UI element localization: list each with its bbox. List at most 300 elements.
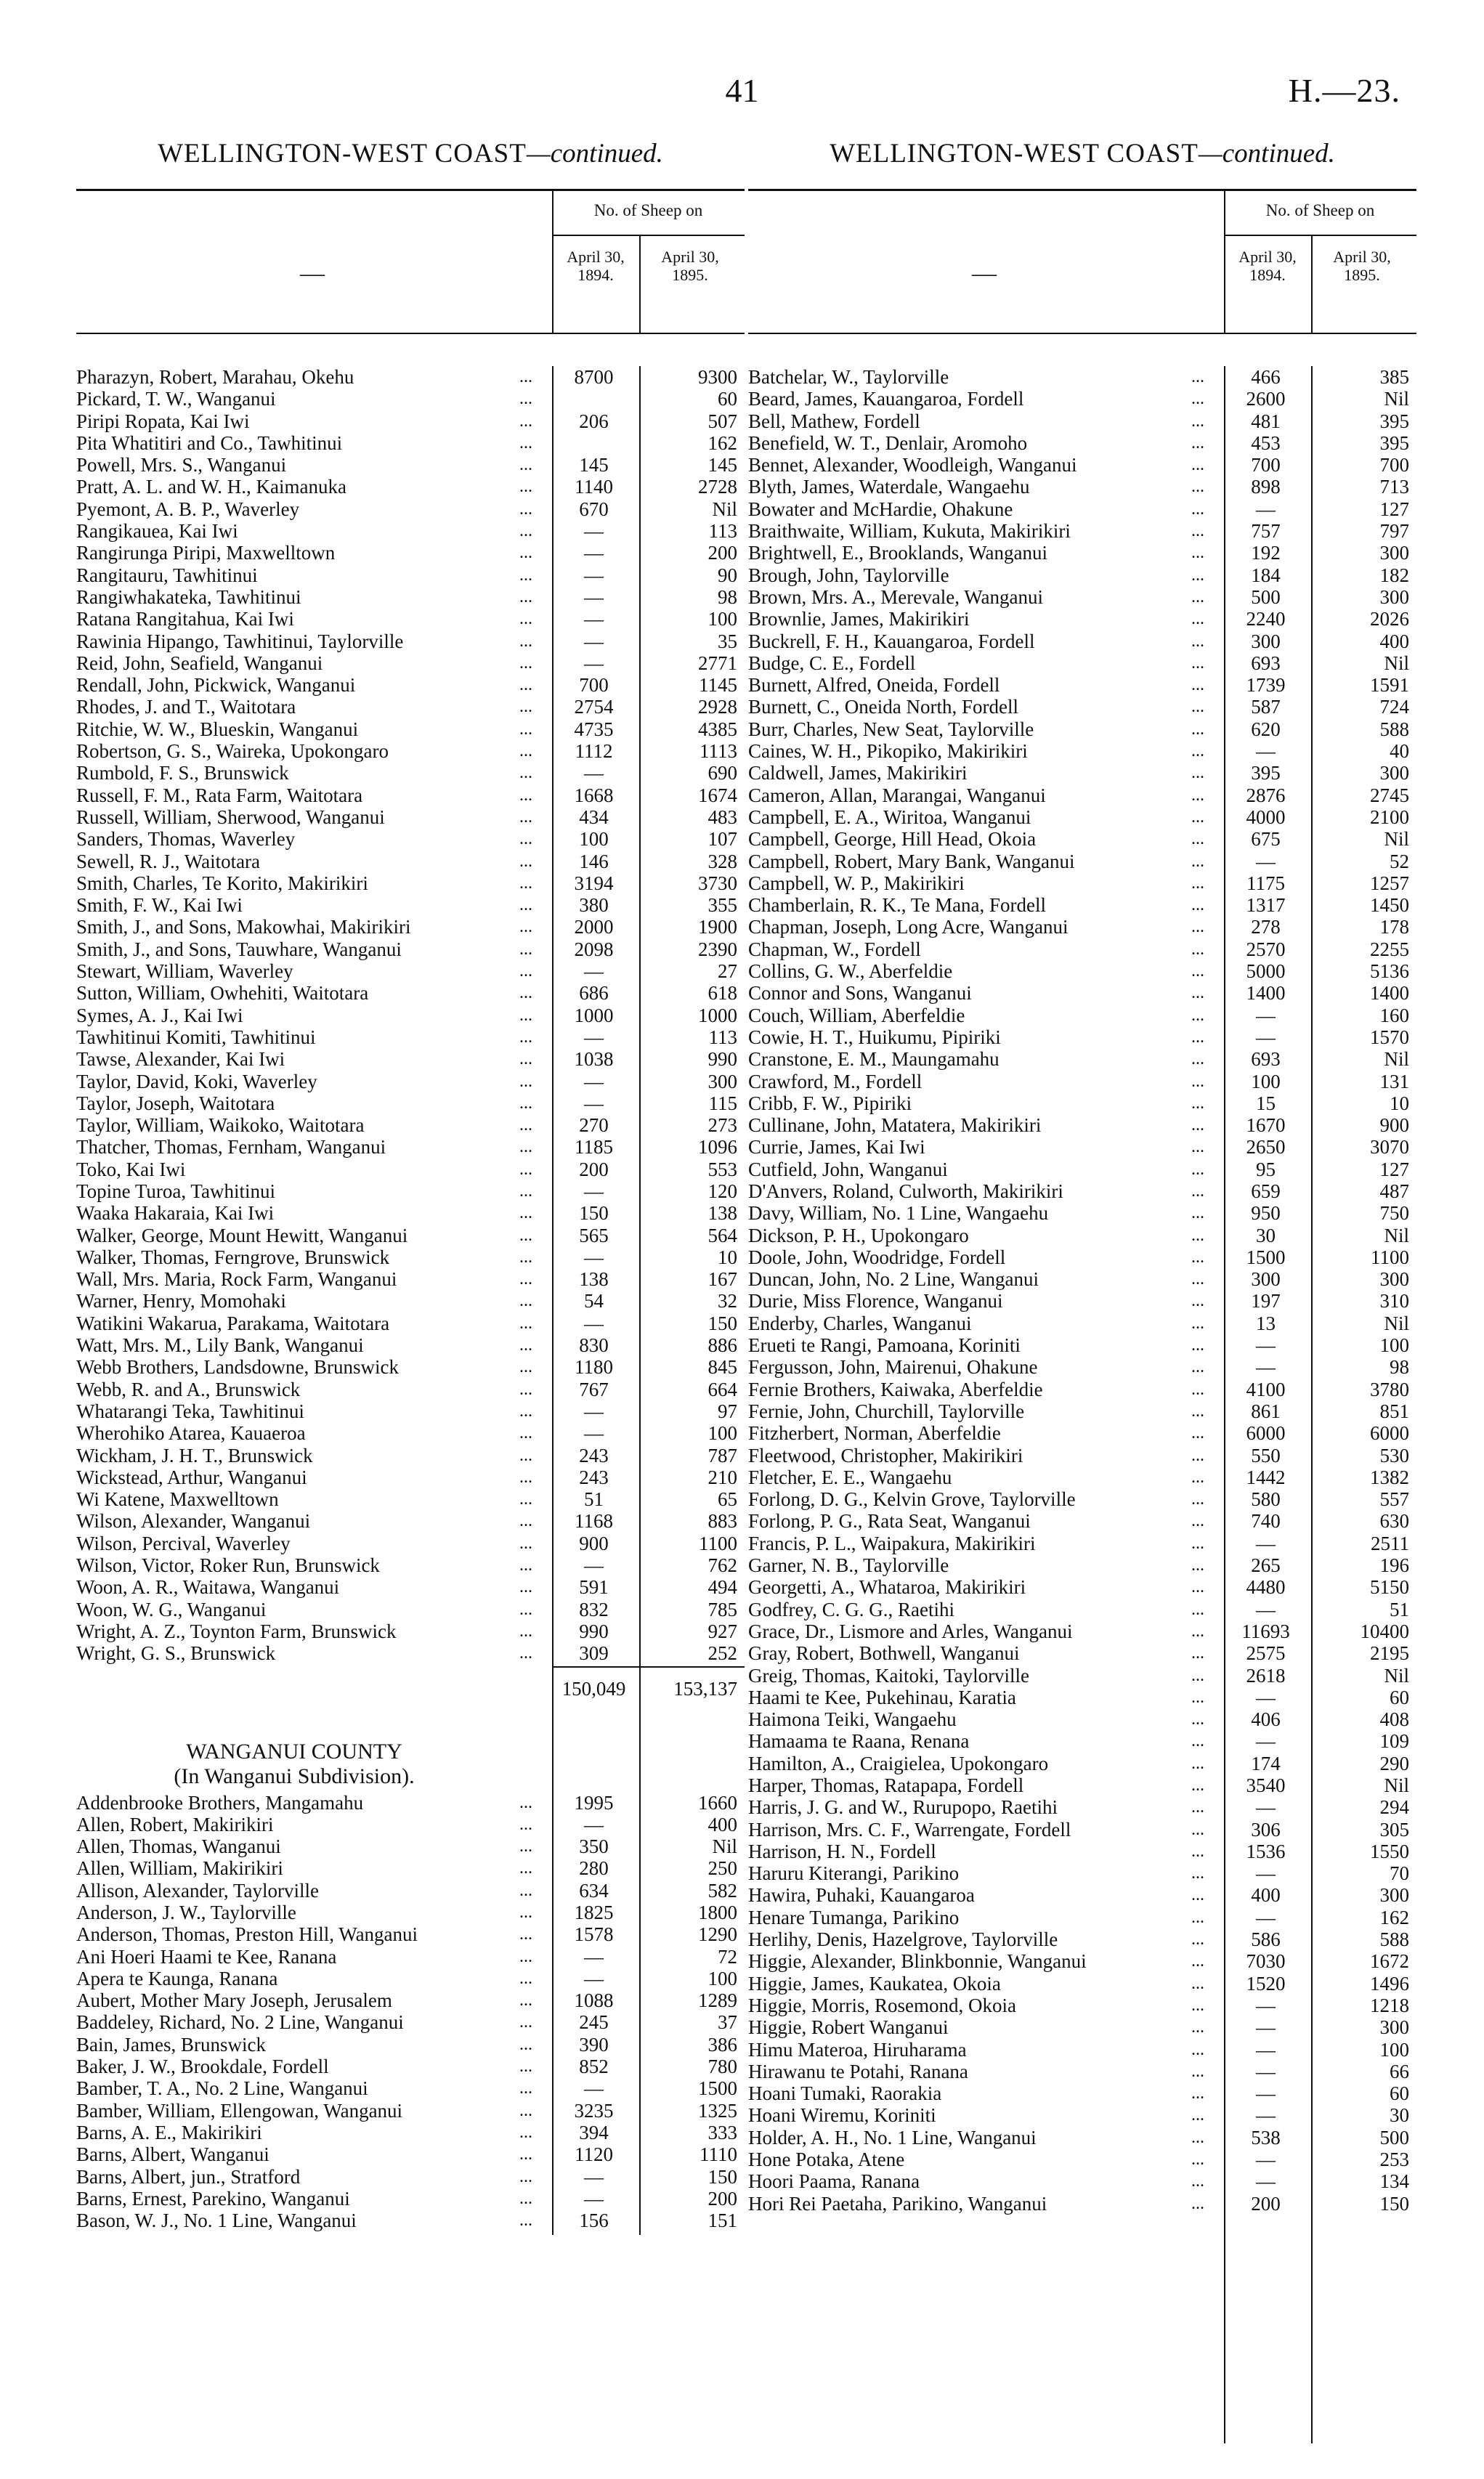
row-value-1895: 294 [1379,1796,1409,1819]
row-value-1895: 690 [707,762,737,784]
table-row [748,542,1416,564]
leader-dots: ... [1191,1952,1204,1971]
row-value-1894: 3235 [574,2099,614,2122]
table-row [748,2170,1416,2192]
row-value-1894: 670 [579,498,609,520]
row-name: Burnett, C., Oneida North, Fordell [748,696,1018,718]
row-name: Durie, Miss Florence, Wanganui [748,1290,1003,1312]
row-name: Pita Whatitiri and Co., Tawhitinui [76,431,343,454]
table-row [748,1576,1416,1598]
row-value-1894: 1739 [1246,674,1286,697]
leader-dots: ... [519,1137,532,1157]
table-row [76,1048,745,1070]
table-row [748,806,1416,828]
row-value-1894: 243 [579,1466,609,1488]
row-value-1895: 750 [1379,1202,1409,1225]
row-value-1895: 724 [1379,696,1409,718]
row-name: Rhodes, J. and T., Waitotara [76,696,296,718]
header-rule [1224,235,1416,236]
leader-dots: ... [1191,1841,1204,1861]
table-row [748,1356,1416,1378]
header-rule [552,235,745,236]
row-name: Batchelar, W., Taylorville [748,366,949,388]
row-value-1894: — [584,1400,604,1422]
header-date-line: April 30, [661,248,719,266]
row-name: Ritchie, W. W., Blueskin, Wanganui [76,718,359,740]
leader-dots: ... [519,1401,532,1421]
row-name: Holder, A. H., No. 1 Line, Wanganui [748,2126,1037,2149]
row-value-1895: 385 [1379,366,1409,388]
table-row [76,740,745,762]
table-row [76,1202,745,1224]
row-value-1894: 2754 [574,696,614,718]
table-row [76,1576,745,1598]
table-row [76,674,745,696]
row-name: Smith, J., and Sons, Tauwhare, Wanganui [76,938,402,960]
table-row [748,608,1416,630]
row-value-1895: 2771 [698,652,737,674]
row-value-1895: Nil [1384,1048,1409,1071]
row-value-1895: 1257 [1370,872,1409,894]
leader-dots: ... [519,1071,532,1091]
leader-dots: ... [1191,697,1204,717]
row-name: Wickham, J. H. T., Brunswick [76,1444,313,1466]
leader-dots: ... [1191,1116,1204,1135]
row-name: Hamilton, A., Craigielea, Upokongaro [748,1752,1049,1774]
leader-dots: ... [519,1225,532,1245]
table-row [748,872,1416,894]
leader-dots: ... [519,2188,532,2208]
row-value-1894: 395 [1251,762,1281,784]
leader-dots: ... [519,1313,532,1333]
row-value-1894: — [1256,2149,1276,2171]
row-name: Hamaama te Raana, Renana [748,1730,970,1753]
row-value-1895: Nil [712,1835,737,1858]
leader-dots: ... [519,631,532,651]
row-value-1895: 500 [1379,2126,1409,2149]
row-value-1894: 1317 [1246,894,1286,917]
row-value-1895: 51 [1390,1598,1409,1620]
row-name: Smith, J., and Sons, Makowhai, Makirikiri [76,916,411,938]
leader-dots: ... [1191,477,1204,497]
table-row [748,1599,1416,1620]
row-name: Chamberlain, R. K., Te Mana, Fordell [748,894,1047,917]
leader-dots: ... [1191,631,1204,651]
header-divider [639,235,641,333]
heading-continued: —continued. [526,139,663,169]
row-value-1895: 107 [707,828,737,851]
row-value-1894: 2570 [1246,938,1286,960]
row-name: Haruru Kiterangi, Parikino [748,1862,960,1885]
row-value-1895: 408 [1379,1708,1409,1731]
row-name: Hoani Wiremu, Koriniti [748,2104,936,2127]
row-value-1895: 883 [707,1510,737,1533]
row-name: Cribb, F. W., Pipiriki [748,1092,912,1114]
row-value-1894: — [584,1312,604,1334]
table-row [76,1180,745,1202]
row-value-1894: — [584,1070,604,1092]
table-row [76,564,745,586]
row-value-1895: 115 [708,1092,737,1114]
table-row [748,652,1416,674]
leader-dots: ... [1191,1358,1204,1377]
leader-dots: ... [519,1578,532,1597]
row-value-1895: 1218 [1370,1994,1409,2016]
row-value-1895: 1100 [699,1532,737,1554]
row-value-1895: 160 [1379,1004,1409,1026]
leader-dots: ... [519,1247,532,1267]
left-rows [76,366,745,1665]
page-number: 41 [725,72,759,109]
row-value-1895: 5136 [1370,960,1409,983]
row-value-1895: 1290 [698,1923,737,1946]
row-value-1895: 400 [707,1813,737,1835]
row-name: Fernie, John, Churchill, Taylorville [748,1400,1025,1422]
row-value-1894: 1536 [1246,1840,1286,1862]
row-name: Francis, P. L., Waipakura, Makirikiri [748,1532,1036,1554]
row-value-1894: 380 [579,894,609,917]
table-row [748,1884,1416,1906]
header-date-1894 [1224,248,1311,284]
leader-dots: ... [1191,896,1204,915]
row-value-1894: 1112 [575,740,613,763]
table-row [748,894,1416,916]
row-value-1894: 146 [579,850,609,872]
table-row [76,718,745,740]
table-row [76,2210,745,2231]
row-value-1894: 306 [1251,1818,1281,1841]
leader-dots: ... [519,609,532,629]
row-value-1894: — [1256,1356,1276,1379]
row-value-1894: 2098 [574,938,614,960]
row-name: Duncan, John, No. 2 Line, Wanganui [748,1268,1039,1291]
totals-divider [639,1665,641,1708]
row-name: Watt, Mrs. M., Lily Bank, Wanganui [76,1334,364,1357]
row-value-1895: 150 [707,1312,737,1334]
table-row [76,1814,745,1835]
total-1895: 153,137 [673,1677,737,1700]
row-value-1894: — [1256,2082,1276,2105]
row-name: Webb Brothers, Landsdowne, Brunswick [76,1356,399,1379]
table-row [76,1488,745,1510]
leader-dots: ... [1191,1819,1204,1839]
row-value-1894: 4100 [1246,1378,1286,1400]
row-value-1894: 1038 [574,1048,614,1071]
leader-dots: ... [519,2057,532,2077]
row-value-1895: 150 [1379,2192,1409,2215]
table-row [748,2104,1416,2126]
row-value-1894: — [584,1813,604,1835]
leader-dots: ... [1191,851,1204,871]
row-value-1894: 900 [579,1532,609,1554]
table-row [76,454,745,476]
row-value-1894: 659 [1251,1180,1281,1202]
row-name: Wilson, Percival, Waverley [76,1532,291,1554]
row-value-1895: 1096 [698,1136,737,1159]
row-value-1894: — [1256,2170,1276,2193]
row-value-1895: 273 [707,1114,737,1137]
leader-dots: ... [1191,1313,1204,1333]
row-value-1895: 138 [707,1202,737,1225]
header-date-line: April 30, [567,248,625,266]
row-name: Bamber, William, Ellengowan, Wanganui [76,2099,403,2122]
row-value-1894: 54 [584,1290,604,1312]
row-name: Baker, J. W., Brookdale, Fordell [76,2056,329,2078]
row-value-1895: 2195 [1370,1642,1409,1665]
row-value-1894: 13 [1256,1312,1276,1334]
row-name: Fitzherbert, Norman, Aberfeldie [748,1422,1001,1445]
leader-dots: ... [1191,522,1204,541]
leader-dots: ... [519,433,532,453]
row-name: Brown, Mrs. A., Merevale, Wanganui [748,585,1044,608]
row-name: Sewell, R. J., Waitotara [76,850,261,872]
row-value-1895: 487 [1379,1180,1409,1202]
row-value-1895: Nil [1384,652,1409,674]
table-row [748,1379,1416,1400]
row-name: Tawhitinui Komiti, Tawhitinui [76,1026,316,1048]
row-name: Anderson, Thomas, Preston Hill, Wanganui [76,1923,418,1946]
table-row [76,432,745,454]
row-name: Smith, F. W., Kai Iwi [76,894,243,917]
row-name: Campbell, George, Hill Head, Okoia [748,828,1037,851]
row-name: Godfrey, C. G. G., Raetihi [748,1598,954,1620]
table-row [748,916,1416,938]
table-row [76,1599,745,1620]
document-reference: H.—23. [1288,72,1400,109]
row-name: Wi Katene, Maxwelltown [76,1488,279,1511]
row-value-1895: Nil [1384,1312,1409,1334]
leader-dots: ... [1191,2150,1204,2170]
table-row [748,1026,1416,1048]
row-name: Waaka Hakaraia, Kai Iwi [76,1202,275,1225]
leader-dots: ... [1191,1071,1204,1091]
row-name: Couch, William, Aberfeldie [748,1004,965,1026]
row-name: Allen, Thomas, Wanganui [76,1835,281,1858]
row-value-1894: — [1256,2104,1276,2127]
row-value-1895: 127 [1379,498,1409,520]
table-row [76,608,745,630]
row-value-1894: — [1256,1026,1276,1048]
table-header [748,189,1416,334]
row-value-1895: 90 [718,564,737,586]
table-row [748,1796,1416,1818]
table-row [748,1554,1416,1576]
table-row [748,1995,1416,2016]
row-value-1894: 686 [579,982,609,1005]
leader-dots: ... [519,1903,532,1922]
row-name: Barns, Ernest, Parekino, Wanganui [76,2187,350,2210]
row-value-1895: 60 [718,388,737,410]
table-row [748,1092,1416,1114]
table-row [748,960,1416,982]
right-column-heading [748,138,1416,174]
row-value-1895: 98 [718,585,737,608]
row-value-1895: 37 [718,2011,737,2034]
leader-dots: ... [519,1968,532,1988]
leader-dots: ... [519,785,532,805]
table-row [748,476,1416,498]
leader-dots: ... [1191,1886,1204,1905]
table-row [76,476,745,498]
row-name: Wright, A. Z., Toynton Farm, Brunswick [76,1620,397,1642]
row-name: Hoani Tumaki, Raorakia [748,2082,942,2105]
table-row [76,696,745,718]
row-value-1894: 184 [1251,564,1281,586]
row-value-1894: 2600 [1246,388,1286,410]
leader-dots: ... [519,873,532,893]
table-row [76,1225,745,1246]
row-value-1895: 32 [718,1290,737,1312]
row-name: Higgie, James, Kaukatea, Okoia [748,1972,1001,1995]
row-value-1894: — [584,1554,604,1577]
row-name: Henare Tumanga, Parikino [748,1906,960,1928]
row-value-1894: 1185 [575,1136,613,1159]
row-value-1895: 65 [718,1488,737,1511]
row-name: Thatcher, Thomas, Fernham, Wanganui [76,1136,386,1159]
table-row [76,1379,745,1400]
row-name: Sanders, Thomas, Waverley [76,828,296,851]
row-value-1895: 113 [708,520,737,543]
row-name: Bain, James, Brunswick [76,2033,266,2056]
table-row [748,1290,1416,1312]
row-name: Blyth, James, Waterdale, Wangaehu [748,476,1030,498]
row-name: Forlong, P. G., Rata Seat, Wanganui [748,1510,1031,1533]
row-value-1895: 300 [1379,585,1409,608]
row-name: Greig, Thomas, Kaitoki, Taylorville [748,1664,1030,1687]
table-row [748,2061,1416,2082]
leader-dots: ... [1191,1864,1204,1883]
leader-dots: ... [1191,389,1204,409]
row-value-1895: 300 [707,1070,737,1092]
row-name: Taylor, William, Waikoko, Waitotara [76,1114,365,1137]
leader-dots: ... [519,1490,532,1509]
leader-dots: ... [519,742,532,761]
row-name: Apera te Kaunga, Ranana [76,1967,278,1989]
leader-dots: ... [519,1925,532,1944]
row-value-1895: 2390 [698,938,737,960]
table-row [748,366,1416,388]
row-value-1895: 196 [1379,1554,1409,1577]
row-value-1895: 713 [1379,476,1409,498]
row-value-1895: 300 [1379,1884,1409,1907]
leader-dots: ... [519,1556,532,1575]
table-row [748,740,1416,762]
leader-dots: ... [519,1793,532,1812]
table-row [76,2188,745,2210]
header-date-year: 1895. [672,266,708,284]
table-row [748,1159,1416,1180]
header-group-label: No. of Sheep on [1265,201,1375,219]
row-name: Toko, Kai Iwi [76,1158,186,1180]
row-value-1894: — [1256,2060,1276,2082]
table-header [76,189,745,334]
leader-dots: ... [1191,1599,1204,1619]
table-row [748,1071,1416,1092]
row-value-1894: — [584,520,604,543]
row-value-1895: 60 [1390,1686,1409,1708]
row-name: Wickstead, Arthur, Wanganui [76,1466,307,1488]
table-row [76,1968,745,1989]
leader-dots: ... [519,697,532,717]
row-value-1894: — [1256,1532,1276,1554]
row-value-1894: 4000 [1246,806,1286,828]
table-row [76,2034,745,2056]
row-name: Barns, Albert, Wanganui [76,2143,269,2166]
leader-dots: ... [519,851,532,871]
row-name: Walker, Thomas, Ferngrove, Brunswick [76,1246,390,1268]
row-value-1894: 8700 [574,366,614,388]
leader-dots: ... [1191,939,1204,959]
leader-dots: ... [1191,1533,1204,1553]
row-value-1894: 1140 [575,476,613,498]
table-row [748,1687,1416,1708]
row-value-1894: 1175 [1246,872,1285,894]
table-row [748,1533,1416,1554]
leader-dots: ... [1191,2106,1204,2125]
row-name: Allen, Robert, Makirikiri [76,1813,274,1835]
row-name: Robertson, G. S., Waireka, Upokongaro [76,740,389,763]
table-row [748,718,1416,740]
row-name: Burr, Charles, New Seat, Taylorville [748,718,1034,740]
row-name: Barns, A. E., Makirikiri [76,2121,262,2143]
row-value-1894: 2575 [1246,1642,1286,1665]
row-value-1895: 97 [718,1400,737,1422]
row-value-1895: 1570 [1370,1026,1409,1048]
row-value-1894: 2000 [574,916,614,938]
table-row [76,2166,745,2188]
leader-dots: ... [1191,1710,1204,1729]
row-value-1894: — [584,652,604,674]
row-value-1895: 328 [707,850,737,872]
row-value-1895: 100 [707,1967,737,1989]
row-name: Bennet, Alexander, Woodleigh, Wanganui [748,454,1077,476]
table-row [76,1533,745,1554]
row-value-1894: 1000 [574,1004,614,1026]
leader-dots: ... [1191,433,1204,453]
table-row [76,1902,745,1923]
right-rows [748,366,1416,2215]
leader-dots: ... [519,2101,532,2120]
table-row [76,1092,745,1114]
row-value-1895: 582 [707,1879,737,1902]
table-row [76,851,745,872]
table-row [76,388,745,410]
table-row [748,520,1416,542]
row-name: Bowater and McHardie, Ohakune [748,498,1013,520]
row-name: Cranstone, E. M., Maungamahu [748,1048,1000,1071]
row-name: Powell, Mrs. S., Wanganui [76,454,287,476]
row-value-1894: 1088 [574,1989,614,2012]
row-value-1895: 785 [707,1598,737,1620]
row-name: Garner, N. B., Taylorville [748,1554,949,1577]
row-value-1894: — [584,542,604,564]
row-value-1895: 1325 [698,2099,737,2122]
row-value-1895: 10400 [1360,1620,1409,1642]
leader-dots: ... [1191,1005,1204,1025]
leader-dots: ... [519,1467,532,1487]
leader-dots: ... [1191,1204,1204,1223]
row-value-1894: — [1256,498,1276,520]
row-value-1895: Nil [1384,1774,1409,1796]
row-name: Reid, John, Seafield, Wanganui [76,652,323,674]
header-date-year: 1894. [577,266,614,284]
leader-dots: ... [1191,1181,1204,1201]
table-row [748,1973,1416,1995]
row-value-1894: — [584,1026,604,1048]
row-name: Rawinia Hipango, Tawhitinui, Taylorville [76,630,404,652]
row-value-1895: 355 [707,894,737,917]
row-value-1895: 9300 [698,366,737,388]
